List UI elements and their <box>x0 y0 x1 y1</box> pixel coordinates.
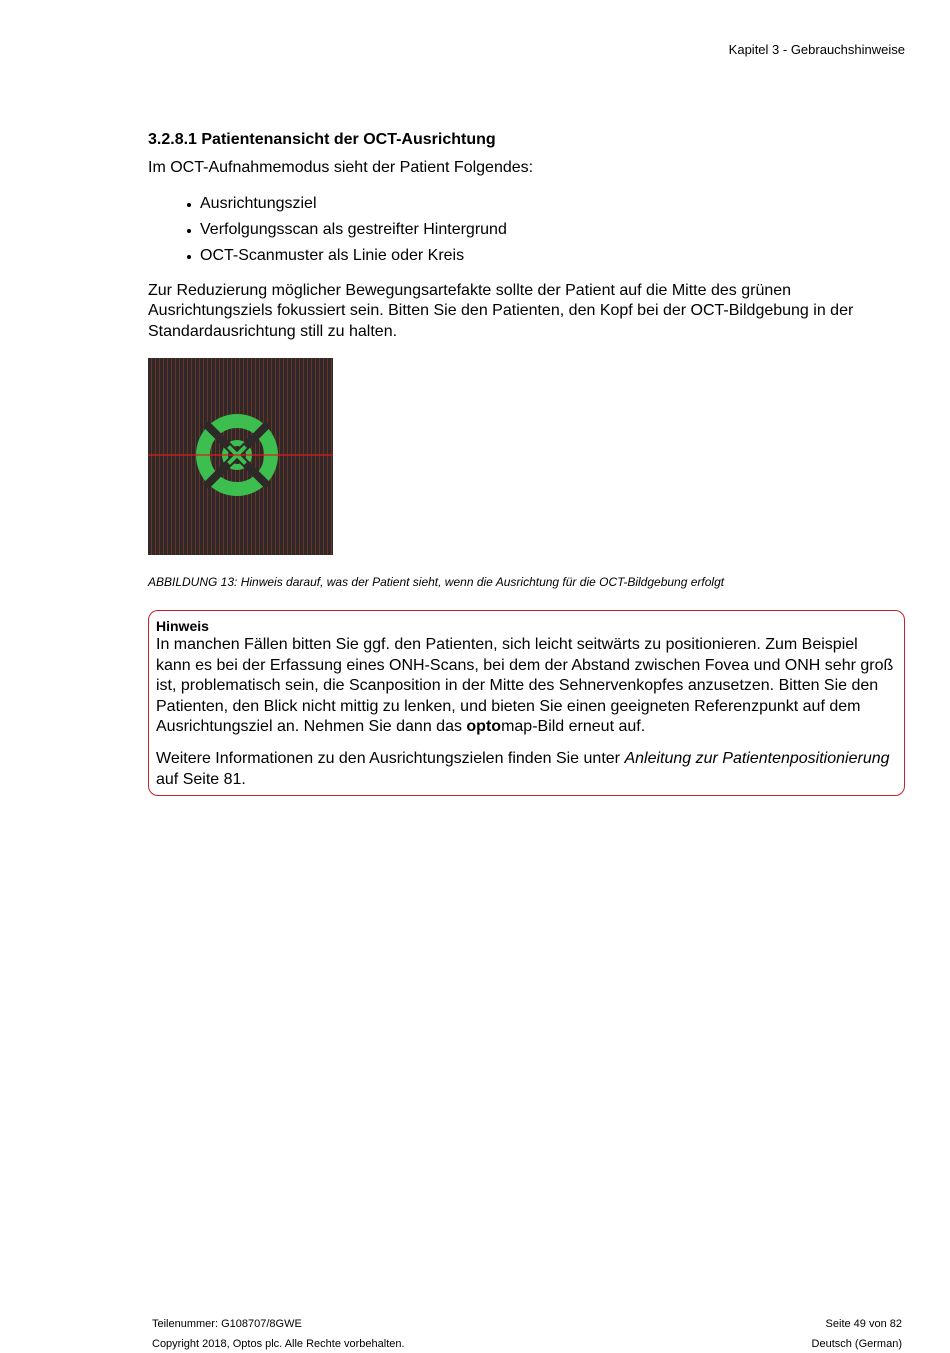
body-paragraph: Zur Reduzierung möglicher Bewegungsartefakte sollte der Patient auf die Mitte des grünen Ausrichtungsziels fokussiert sein. Bitten Sie den Patienten, den Kopf bei der OCT-Bildgebung in der Standardausrichtung still zu halten. <box>148 281 854 340</box>
copyright: Copyright 2018, Optos plc. Alle Rechte vorbehalten. <box>152 1338 405 1350</box>
optomap-brand-text: opto <box>466 718 502 736</box>
list-item: Ausrichtungsziel <box>200 191 905 217</box>
footer-row-2 <box>152 1338 902 1350</box>
alignment-target-image <box>148 358 333 555</box>
note-text: map-Bild erneut auf. <box>501 718 646 736</box>
note-box <box>148 610 905 796</box>
section-heading: 3.2.8.1 Patientenansicht der OCT-Ausrichtung <box>148 131 496 148</box>
note-text: auf Seite 81. <box>156 770 246 788</box>
note-paragraph <box>156 635 894 738</box>
note-text: Weitere Informationen zu den Ausrichtungszielen finden Sie unter <box>156 749 625 767</box>
page-content <box>148 130 905 796</box>
alignment-target-graphic <box>148 358 333 555</box>
intro-text: Im OCT-Aufnahmemodus sieht der Patient Folgendes: <box>148 159 534 176</box>
footer-row-1 <box>152 1318 902 1330</box>
note-text: In manchen Fällen bitten Sie ggf. den Patienten, sich leicht seitwärts zu positionieren. Zum Beispiel kann es bei der Erfassung eines ONH-Scans, bei dem der Abstand zwischen Fovea und ONH sehr groß ist, problematisch sein, die Scanposition in der Mitte des Sehnervenkopfes anzusetzen. Bitten Sie den Patienten, den Blick nicht mittig zu lenken, und bieten Sie einen geeigneten Referenzpunkt auf dem Ausrichtungsziel an. Nehmen Sie dann das <box>156 636 894 736</box>
bullet-list <box>148 191 905 269</box>
chapter-header: Kapitel 3 - Gebrauchshinweise <box>728 42 905 57</box>
language: Deutsch (German) <box>811 1338 902 1350</box>
note-title: Hinweis <box>156 618 209 634</box>
cross-reference-link[interactable]: Anleitung zur Patientenpositionierung <box>624 749 890 767</box>
note-reference-paragraph <box>156 749 894 790</box>
page-number: Seite 49 von 82 <box>825 1318 902 1330</box>
figure-caption: ABBILDUNG 13: Hinweis darauf, was der Patient sieht, wenn die Ausrichtung für die OCT-Bildgebung erfolgt <box>148 575 725 589</box>
list-item: Verfolgungsscan als gestreifter Hintergrund <box>200 217 905 243</box>
list-item: OCT-Scanmuster als Linie oder Kreis <box>200 243 905 269</box>
part-number: Teilenummer: G108707/8GWE <box>152 1318 302 1330</box>
